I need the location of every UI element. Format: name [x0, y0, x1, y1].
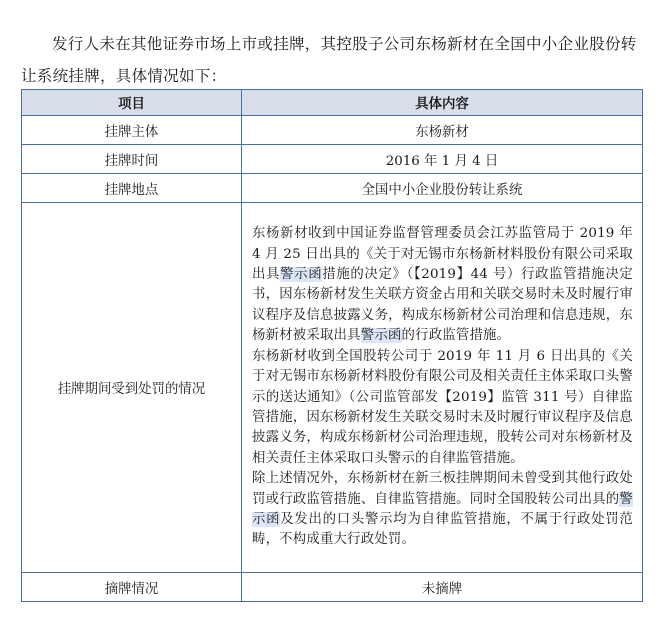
- row-label-delisting: 摘牌情况: [22, 573, 242, 602]
- table-row: [22, 116, 643, 145]
- row-value-penalties: [242, 203, 643, 573]
- row-label-listing-venue: 挂牌地点: [22, 174, 242, 203]
- header-content: 具体内容: [242, 90, 643, 116]
- table-row: [22, 203, 643, 573]
- row-value-listing-date: 2016 年 1 月 4 日: [242, 145, 643, 174]
- highlighted-term: 警示函: [252, 491, 633, 527]
- penalty-paragraph-3: 除上述情况外，东杨新材在新三板挂牌期间未曾受到其他行政处罚或行政监管措施、自律监管措施。同时全国股转公司出具的警示函及发出的口头警示均为自律监管措施，不属于行政处罚范畴，不构成重大行政处罚。: [252, 471, 633, 548]
- row-value-listing-venue: 全国中小企业股份转让系统: [242, 174, 643, 203]
- row-label-listing-date: 挂牌时间: [22, 145, 242, 174]
- row-label-listing-entity: 挂牌主体: [22, 116, 242, 145]
- header-item: 项目: [22, 90, 242, 116]
- table-row: [22, 174, 643, 203]
- highlighted-term: 警示函: [360, 328, 402, 344]
- table-row: [22, 573, 643, 602]
- intro-paragraph: 发行人未在其他证券市场上市或挂牌，其控股子公司东杨新材在全国中小企业股份转让系统挂牌，具体情况如下：: [21, 34, 637, 85]
- table-header-row: [22, 90, 643, 116]
- penalty-paragraph-1: 东杨新材收到中国证券监督管理委员会江苏监管局于 2019 年 4 月 25 日出具的《关于对无锡市东杨新材料股份有限公司采取出具警示函措施的决定》（【2019】44 号）行政监管措施决定书，因东杨新材发生关联方资金占用和关联交易时未及时履行审议程序及信息披露义务，构成东杨新材公司治理和信息违规，东杨新材被采取出具警示函的行政监管措施。: [252, 226, 633, 344]
- row-label-penalties: 挂牌期间受到处罚的情况: [22, 203, 242, 573]
- highlighted-term: 警示函: [280, 267, 323, 283]
- table-row: [22, 145, 643, 174]
- row-value-listing-entity: 东杨新材: [242, 116, 643, 145]
- row-value-delisting: 未摘牌: [242, 573, 643, 602]
- listing-info-table: [21, 89, 643, 602]
- penalty-paragraph-2: 东杨新材收到全国股转公司于 2019 年 11 月 6 日出具的《关于对无锡市东杨新材料股份有限公司及相关责任主体采取口头警示的送达通知》（公司监管部发【2019】监管 311 号）自律监管措施，因东杨新材发生关联交易时未及时履行审议程序及信息披露义务，构成东杨新材公司治理违规，股转公司对东杨新材及相关责任主体采取口头警示的自律监管措施。: [252, 348, 633, 466]
